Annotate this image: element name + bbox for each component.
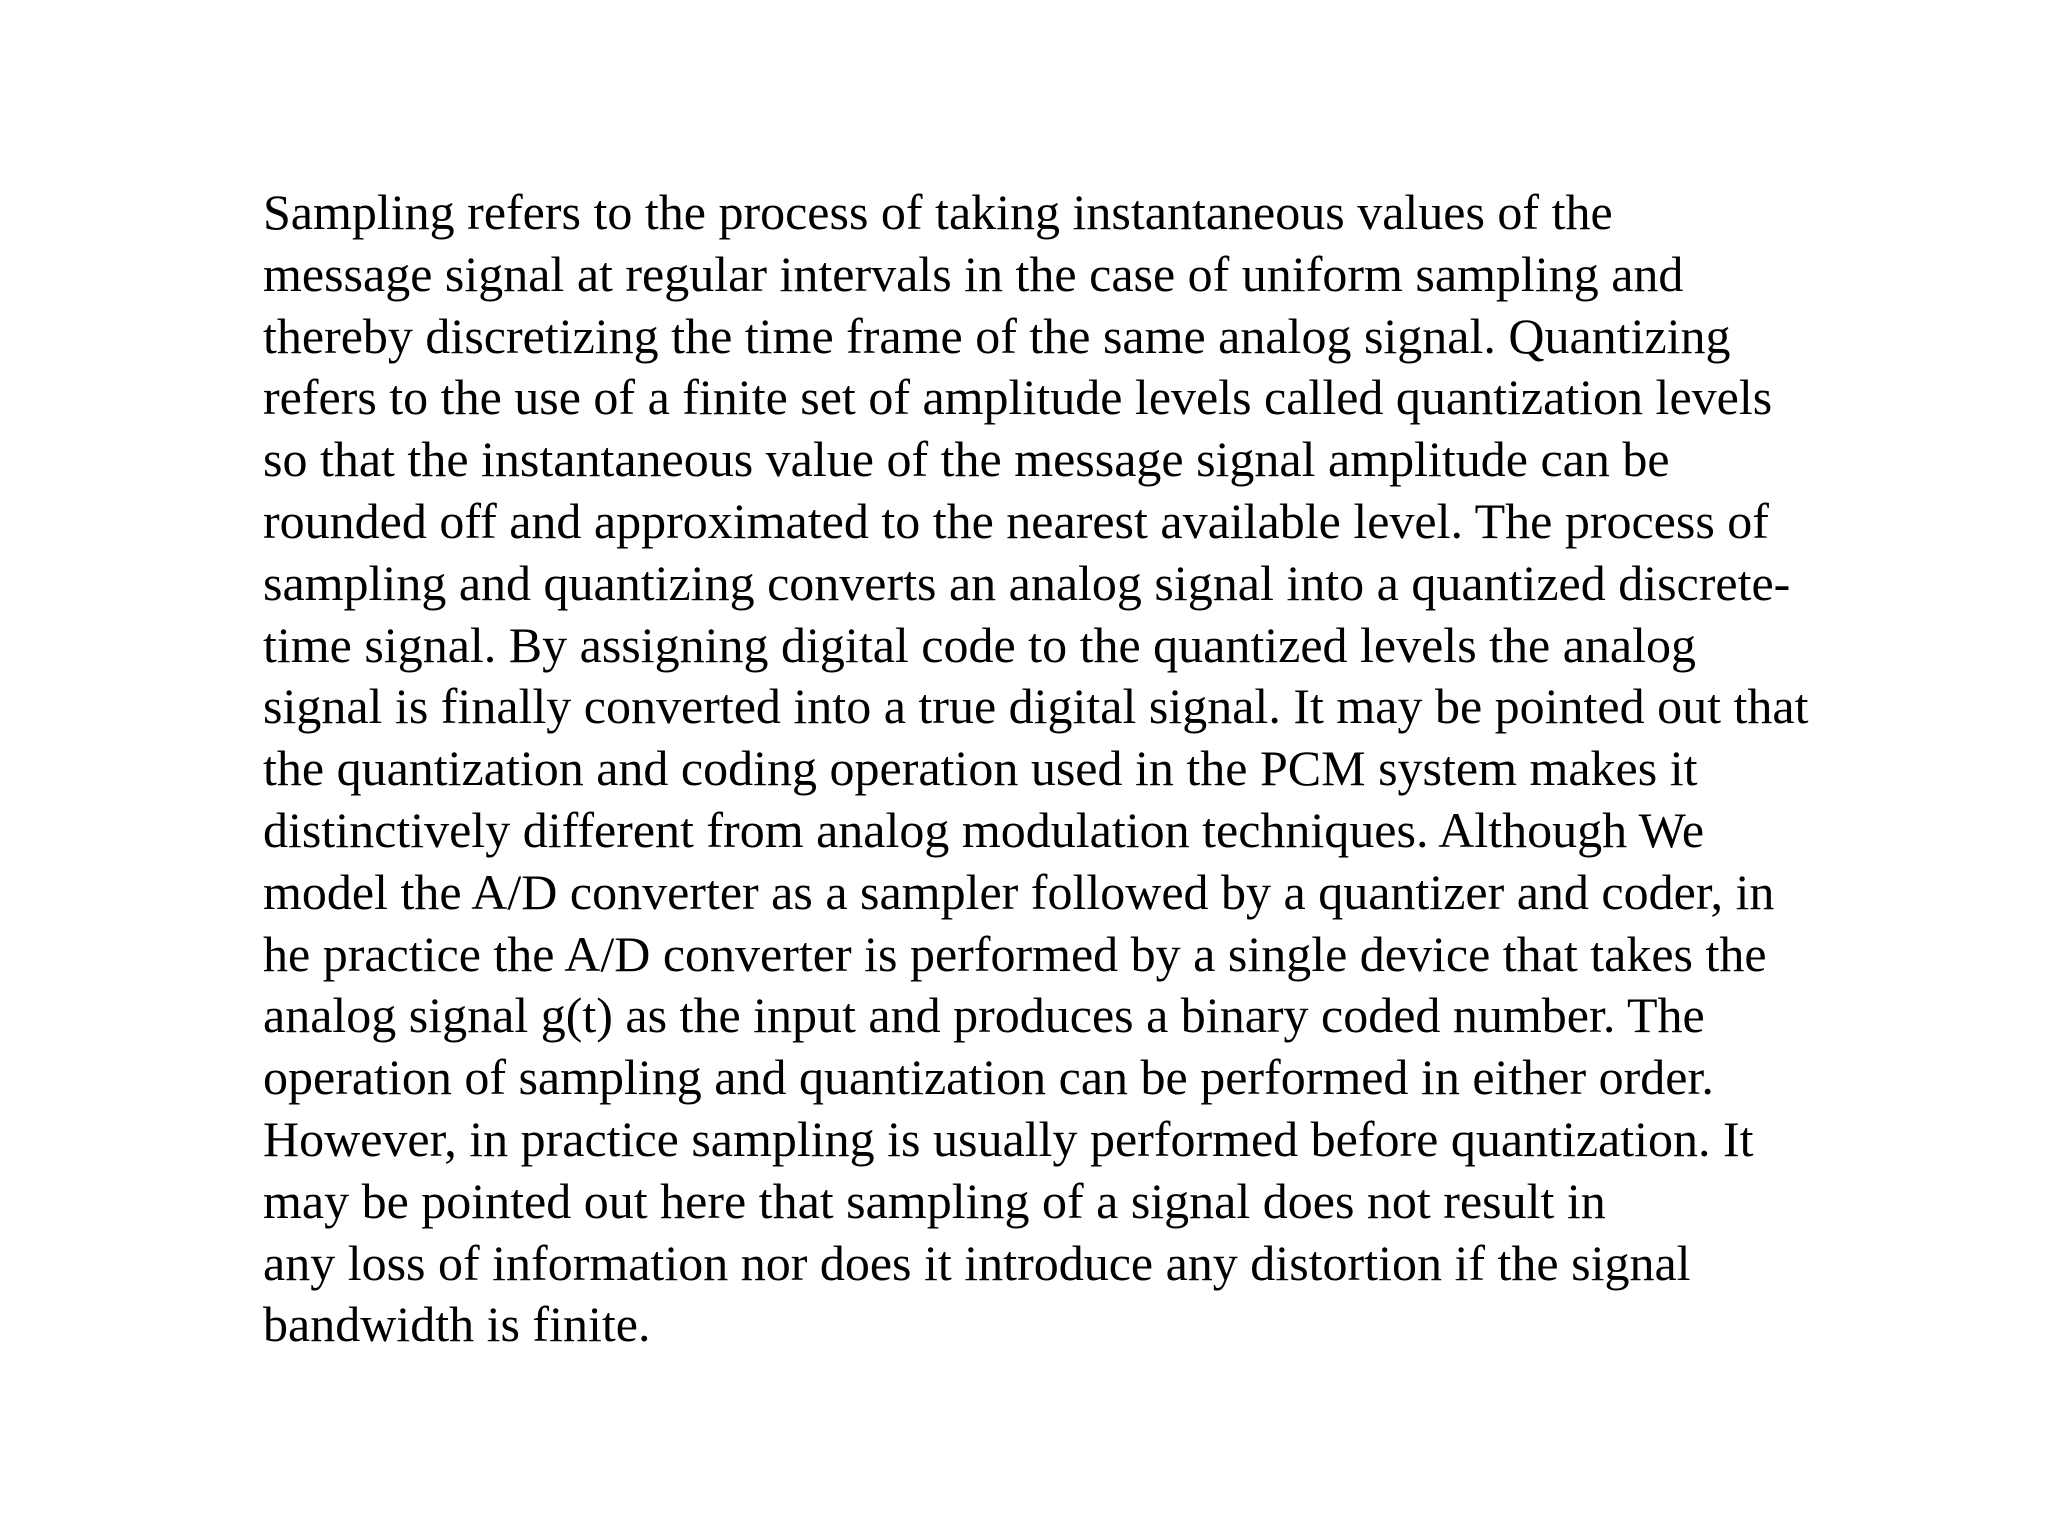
paragraph-line: time signal. By assigning digital code to the quantized levels the analog	[263, 616, 1697, 673]
paragraph-line: bandwidth is finite.	[263, 1296, 651, 1353]
paragraph-line: the quantization and coding operation used in the PCM system makes it	[263, 740, 1698, 797]
paragraph-line: operation of sampling and quantization can be performed in either order.	[263, 1049, 1714, 1106]
body-paragraph	[263, 182, 1963, 1356]
paragraph-line: However, in practice sampling is usually performed before quantization. It	[263, 1110, 1754, 1167]
paragraph-line: signal is finally converted into a true digital signal. It may be pointed out that	[263, 678, 1809, 735]
paragraph-line: rounded off and approximated to the nearest available level. The process of	[263, 492, 1769, 549]
paragraph-line: refers to the use of a finite set of amplitude levels called quantization levels	[263, 369, 1773, 426]
paragraph-line: may be pointed out here that sampling of a signal does not result in	[263, 1172, 1606, 1229]
paragraph-line: analog signal g(t) as the input and produces a binary coded number. The	[263, 987, 1705, 1044]
paragraph-line: any loss of information nor does it introduce any distortion if the signal	[263, 1234, 1691, 1291]
paragraph-line: so that the instantaneous value of the message signal amplitude can be	[263, 431, 1670, 488]
paragraph-line: message signal at regular intervals in the case of uniform sampling and	[263, 245, 1684, 302]
paragraph-line: model the A/D converter as a sampler followed by a quantizer and coder, in	[263, 863, 1775, 920]
paragraph-line: distinctively different from analog modulation techniques. Although We	[263, 801, 1705, 858]
paragraph-line: thereby discretizing the time frame of the same analog signal. Quantizing	[263, 307, 1731, 364]
paragraph-line: sampling and quantizing converts an analog signal into a quantized discrete-	[263, 554, 1791, 611]
paragraph-line: he practice the A/D converter is performed by a single device that takes the	[263, 925, 1767, 982]
paragraph-line: Sampling refers to the process of taking instantaneous values of the	[263, 184, 1613, 240]
